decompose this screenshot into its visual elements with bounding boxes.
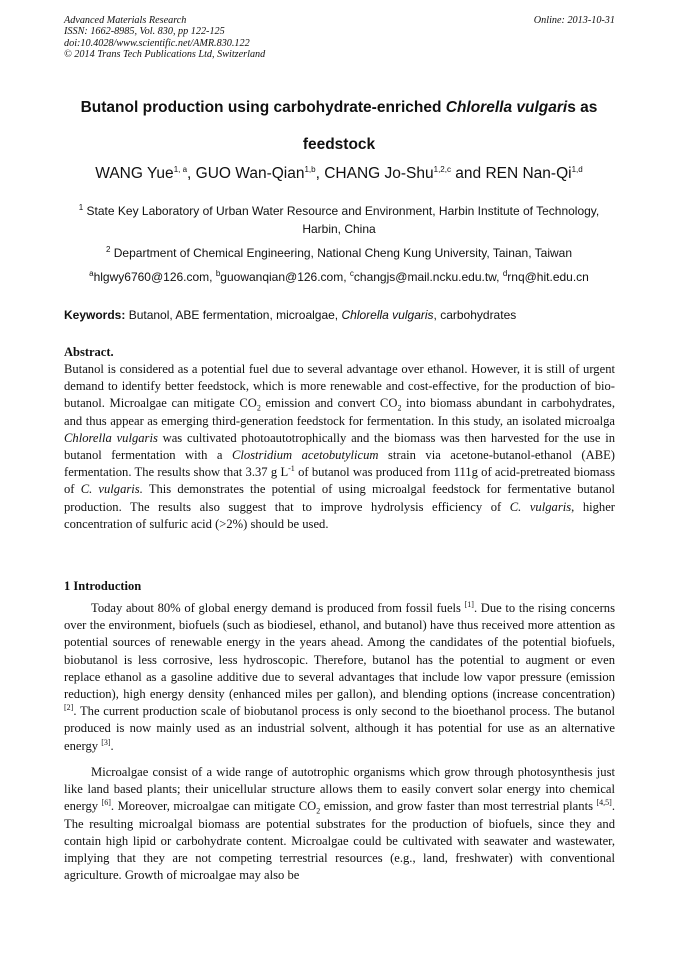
abstract-heading: Abstract. xyxy=(64,345,114,359)
citation: [6] xyxy=(101,798,111,808)
author-name: REN Nan-Qi xyxy=(485,165,572,182)
paper-title xyxy=(40,89,638,163)
email-link[interactable]: guowanqian@126.com, xyxy=(220,270,350,284)
email-link[interactable]: changjs@mail.ncku.edu.tw, xyxy=(353,270,503,284)
email-link[interactable]: rnq@hit.edu.cn xyxy=(507,270,589,284)
affiliation-2: $^2$ Department of Chemical Engineering, National Cheng Kung University, Tainan, Taiwan xyxy=(105,245,573,260)
title-line2: feedstock xyxy=(302,136,376,153)
title-species: Chlorella vulgari xyxy=(445,99,568,116)
doi: doi:10.4028/www.scientific.net/AMR.830.122 xyxy=(64,37,250,49)
email-list: $^a$hlgwy6760@126.com, $^b$guowanqian@126.com, $^c$changjs@mail.ncku.edu.tw, $^d$rnq@hit.edu.cn xyxy=(89,269,589,284)
author-sup: 1,2,c xyxy=(433,164,451,174)
author-name: CHANG Jo-Shu xyxy=(324,165,434,182)
journal-name: Advanced Materials Research xyxy=(64,15,187,26)
intro-paragraph-2: Microalgae consist of a wide range of autotrophic organisms which grow through photosynthesis just like land based plants; their unicellular structure allows them to easily convert solar energy into chemical energy [6]. Moreover, microalgae can mitigate $CO_2$ emission, and grow faster than most terrestrial plants [4,5]. The resulting microalgal biomass are potential substrates for the production of biofuels, since they and contain high lipid or carbohydrate content. Microalgae could be cultivated with seawater and wastewater, implying that they are not competing terrestrial resources (e.g., land, freshwater) with conventional agriculture. Growth of microalgae may also be xyxy=(64,765,615,883)
keywords: Keywords: Butanol, ABE fermentation, microalgae, Chlorella vulgaris, carbohydrates xyxy=(64,308,517,322)
keywords-label: Keywords: xyxy=(64,308,126,322)
author-name: GUO Wan-Qian xyxy=(195,165,305,182)
author-sup: 1,b xyxy=(304,164,316,174)
journal-header xyxy=(64,15,615,60)
author-sup: 1, a xyxy=(173,164,188,174)
issn: ISSN: 1662-8985, Vol. 830, pp 122-125 xyxy=(64,26,225,38)
citation: [2] xyxy=(64,703,74,713)
intro-paragraph-1: Today about 80% of global energy demand is produced from fossil fuels [1]. Due to the rising concerns over the environment, biofuels (such as biodiesel, ethanol, and butanol) have thus received more attention as potential sources of renewable energy in the years ahead. Among the candidates of the potential biofuels, biobutanol is less corrosive, less hydroscopic. Therefore, butanol has the potential to augment or even replace ethanol as a gasoline additive due to several advantages that include low vapor pressure (emission reduction), high energy density (enhanced miles per gallon), and blending options (increase concentration) [2]. The current production scale of biobutanol process is only second to the bioethanol process. The butanol produced is now mainly used as an industrial solvent, although it has potential for use as an alternative energy [3]. xyxy=(64,599,615,753)
intro-heading: 1 Introduction xyxy=(64,579,142,593)
email-link[interactable]: hlgwy6760@126.com, xyxy=(93,270,216,284)
author-sup: 1,d xyxy=(571,164,583,174)
author-name: WANG Yue xyxy=(95,165,174,182)
author-list: WANG Yue$^{1, a}$, GUO Wan-Qian$^{1,b}$, CHANG Jo-Shu$^{1,2,c}$ and REN Nan-Qi$^{1,d}$ xyxy=(95,164,583,182)
citation: [1] xyxy=(464,599,474,609)
online-date: Online: 2013-10-31 xyxy=(533,15,615,26)
copyright: © 2014 Trans Tech Publications Ltd, Switzerland xyxy=(64,48,266,60)
affiliation-1: $^1$ State Key Laboratory of Urban Water Resource and Environment, Harbin Institute of Technology, Harbin, China xyxy=(78,203,600,236)
abstract-body: Butanol is considered as a potential fuel due to several advantage over ethanol. However, it is still of urgent demand to identify better feedstock, which is more renewable and cost-effective, for the production of bio-butanol. Microalgae can mitigate $CO_2$ emission and convert $CO_2$ into biomass abundant in carbohydrates, and thus appear as emerging third-generation feedstock for fermentation. In this study, an isolated microalga Chlorella vulgaris was cultivated photoautotrophically and the biomass was then harvested for the use in butanol fermentation with a Clostridium acetobutylicum strain via acetone-butanol-ethanol (ABE) fermentation. The results show that 3.37 g $L^{-1}$ of butanol was produced from 111g of acid-pretreated biomass of C. vulgaris. This demonstrates the potential of using microalgal feedstock for fermentative butanol production. The results also suggest that to improve hydrolysis efficiency of C. vulgaris, higher concentration of sulfuric acid (>2%) should be used. xyxy=(64,362,615,531)
title-text: Butanol production using carbohydrate-enriched xyxy=(80,99,446,116)
title-text-end: s as xyxy=(567,99,598,116)
citation: [3] xyxy=(101,737,111,747)
citation: [4,5] xyxy=(596,798,612,808)
